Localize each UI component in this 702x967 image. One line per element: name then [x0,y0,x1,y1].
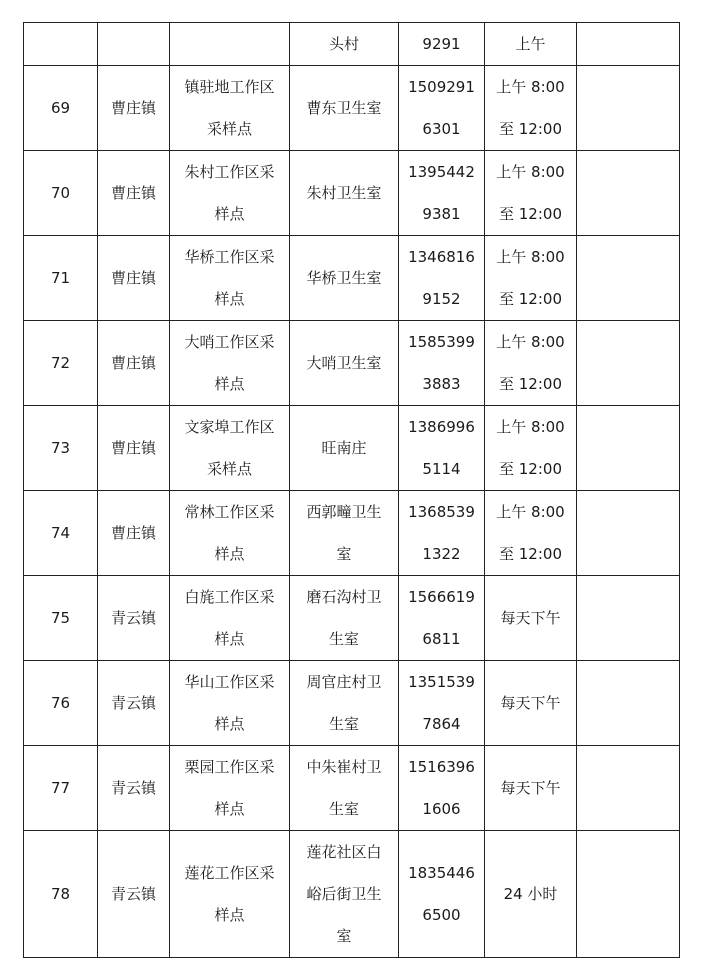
cell-place-line: 室 [336,545,352,563]
cell-time [485,491,577,576]
cell-site-line: 朱村工作区采 [184,163,275,181]
cell-place-line: 中朱崔村卫 [306,758,382,776]
cell-no: 75 [24,576,98,661]
table-row [24,66,680,151]
cell-phone [399,66,485,151]
cell-phone-line: 7864 [422,715,461,733]
cell-site [170,406,290,491]
cell-site-line: 华山工作区采 [184,673,275,691]
cell-no: 70 [24,151,98,236]
cell-phone [399,406,485,491]
cell-site [170,661,290,746]
cell-site [170,151,290,236]
cell-note [577,66,680,151]
cell-town: 曹庄镇 [98,406,170,491]
cell-time [485,576,577,661]
cell-site-line: 样点 [214,715,245,733]
cell-place-line: 莲花社区白 [306,843,382,861]
cell-phone [399,661,485,746]
cell-place [290,661,399,746]
cell-no [24,23,98,66]
cell-place-line: 生室 [328,715,359,733]
cell-place [290,491,399,576]
cell-town: 青云镇 [98,831,170,958]
cell-time [485,746,577,831]
cell-site-line: 样点 [214,290,245,308]
cell-time-line: 每天下午 [500,694,561,712]
cell-town: 曹庄镇 [98,236,170,321]
cell-phone-line: 3883 [422,375,461,393]
cell-phone-line: 1516396 [408,758,475,776]
cell-phone-line: 1509291 [408,78,475,96]
cell-phone [399,491,485,576]
cell-time-line: 每天下午 [500,609,561,627]
cell-phone-line: 1606 [422,800,461,818]
cell-place-line: 室 [336,927,352,945]
cell-time [485,406,577,491]
cell-phone-line: 6811 [422,630,461,648]
cell-place [290,236,399,321]
cell-site-line: 样点 [214,906,245,924]
cell-note [577,576,680,661]
table-row [24,406,680,491]
cell-place [290,831,399,958]
cell-time-line: 至 12:00 [499,375,562,393]
cell-phone-line: 1368539 [408,503,475,521]
table-row [24,746,680,831]
cell-note [577,23,680,66]
cell-place-line: 峪后街卫生 [306,885,382,903]
cell-no: 76 [24,661,98,746]
cell-time: 上午 [485,23,577,66]
cell-place [290,321,399,406]
table-row-continued [24,23,680,66]
cell-phone-line: 1395442 [408,163,475,181]
cell-phone [399,746,485,831]
cell-phone-line: 1386996 [408,418,475,436]
cell-phone [399,236,485,321]
cell-place-line: 磨石沟村卫 [306,588,382,606]
cell-site [170,321,290,406]
cell-time [485,321,577,406]
sampling-sites-table [23,22,680,958]
cell-note [577,236,680,321]
cell-site-line: 大哨工作区采 [184,333,275,351]
cell-site-line: 白旄工作区采 [184,588,275,606]
cell-site-line: 栗园工作区采 [184,758,275,776]
cell-place-line: 华桥卫生室 [306,269,382,287]
cell-site-line: 样点 [214,800,245,818]
cell-town: 曹庄镇 [98,151,170,236]
cell-phone-line: 6500 [422,906,461,924]
cell-phone-line: 1351539 [408,673,475,691]
cell-note [577,491,680,576]
cell-site-line: 常林工作区采 [184,503,275,521]
cell-phone-line: 5114 [422,460,461,478]
cell-time-line: 上午 8:00 [496,503,565,521]
cell-time [485,151,577,236]
cell-phone [399,831,485,958]
cell-no: 69 [24,66,98,151]
cell-time-line: 每天下午 [500,779,561,797]
cell-time-line: 至 12:00 [499,545,562,563]
cell-site-line: 样点 [214,630,245,648]
cell-place-line: 生室 [328,630,359,648]
cell-town: 曹庄镇 [98,321,170,406]
cell-site [170,236,290,321]
cell-time-line: 上午 8:00 [496,163,565,181]
cell-time [485,831,577,958]
cell-site [170,576,290,661]
cell-time-line: 上午 8:00 [496,333,565,351]
cell-phone-line: 1585399 [408,333,475,351]
cell-time-line: 上午 8:00 [496,418,565,436]
cell-phone-line: 9381 [422,205,461,223]
table-row [24,151,680,236]
cell-place-line: 生室 [328,800,359,818]
cell-site-line: 样点 [214,205,245,223]
cell-phone: 9291 [399,23,485,66]
cell-time-line: 至 12:00 [499,120,562,138]
cell-site-line: 样点 [214,545,245,563]
cell-site-line: 镇驻地工作区 [184,78,275,96]
cell-phone [399,576,485,661]
cell-site-line: 采样点 [206,460,252,478]
cell-site [170,491,290,576]
cell-note [577,661,680,746]
cell-place [290,151,399,236]
cell-place: 头村 [290,23,399,66]
cell-note [577,151,680,236]
table-row [24,831,680,958]
cell-place-line: 曹东卫生室 [306,99,382,117]
cell-site-line: 采样点 [206,120,252,138]
cell-town: 青云镇 [98,746,170,831]
cell-phone-line: 1322 [422,545,461,563]
cell-note [577,831,680,958]
cell-site-line: 文家埠工作区 [184,418,275,436]
cell-site [170,66,290,151]
cell-phone-line: 6301 [422,120,461,138]
cell-town: 青云镇 [98,576,170,661]
cell-phone [399,151,485,236]
cell-place [290,576,399,661]
cell-site-line: 华桥工作区采 [184,248,275,266]
table-row [24,321,680,406]
cell-no: 71 [24,236,98,321]
cell-phone-line: 9152 [422,290,461,308]
cell-no: 72 [24,321,98,406]
table-row [24,576,680,661]
cell-no: 73 [24,406,98,491]
cell-note [577,321,680,406]
cell-phone-line: 1566619 [408,588,475,606]
cell-place [290,66,399,151]
cell-phone-line: 1346816 [408,248,475,266]
cell-place [290,406,399,491]
cell-place-line: 周官庄村卫 [306,673,382,691]
cell-phone [399,321,485,406]
cell-no: 77 [24,746,98,831]
cell-time [485,236,577,321]
cell-place-line: 大哨卫生室 [306,354,382,372]
cell-town: 青云镇 [98,661,170,746]
cell-place-line: 旺南庄 [321,439,367,457]
cell-phone-line: 1835446 [408,864,475,882]
cell-site [170,746,290,831]
cell-site-line: 莲花工作区采 [184,864,275,882]
cell-time [485,661,577,746]
cell-town: 曹庄镇 [98,491,170,576]
cell-time-line: 上午 8:00 [496,78,565,96]
cell-time-line: 24 小时 [503,885,558,903]
cell-town [98,23,170,66]
cell-time-line: 至 12:00 [499,290,562,308]
cell-site-line: 样点 [214,375,245,393]
cell-place-line: 朱村卫生室 [306,184,382,202]
cell-place [290,746,399,831]
cell-no: 78 [24,831,98,958]
table-row [24,491,680,576]
cell-time-line: 至 12:00 [499,460,562,478]
cell-time [485,66,577,151]
cell-time-line: 上午 8:00 [496,248,565,266]
cell-town: 曹庄镇 [98,66,170,151]
cell-site [170,23,290,66]
table-row [24,236,680,321]
cell-time-line: 至 12:00 [499,205,562,223]
table-row [24,661,680,746]
cell-no: 74 [24,491,98,576]
cell-note [577,746,680,831]
cell-note [577,406,680,491]
cell-site [170,831,290,958]
cell-place-line: 西郭疃卫生 [306,503,382,521]
